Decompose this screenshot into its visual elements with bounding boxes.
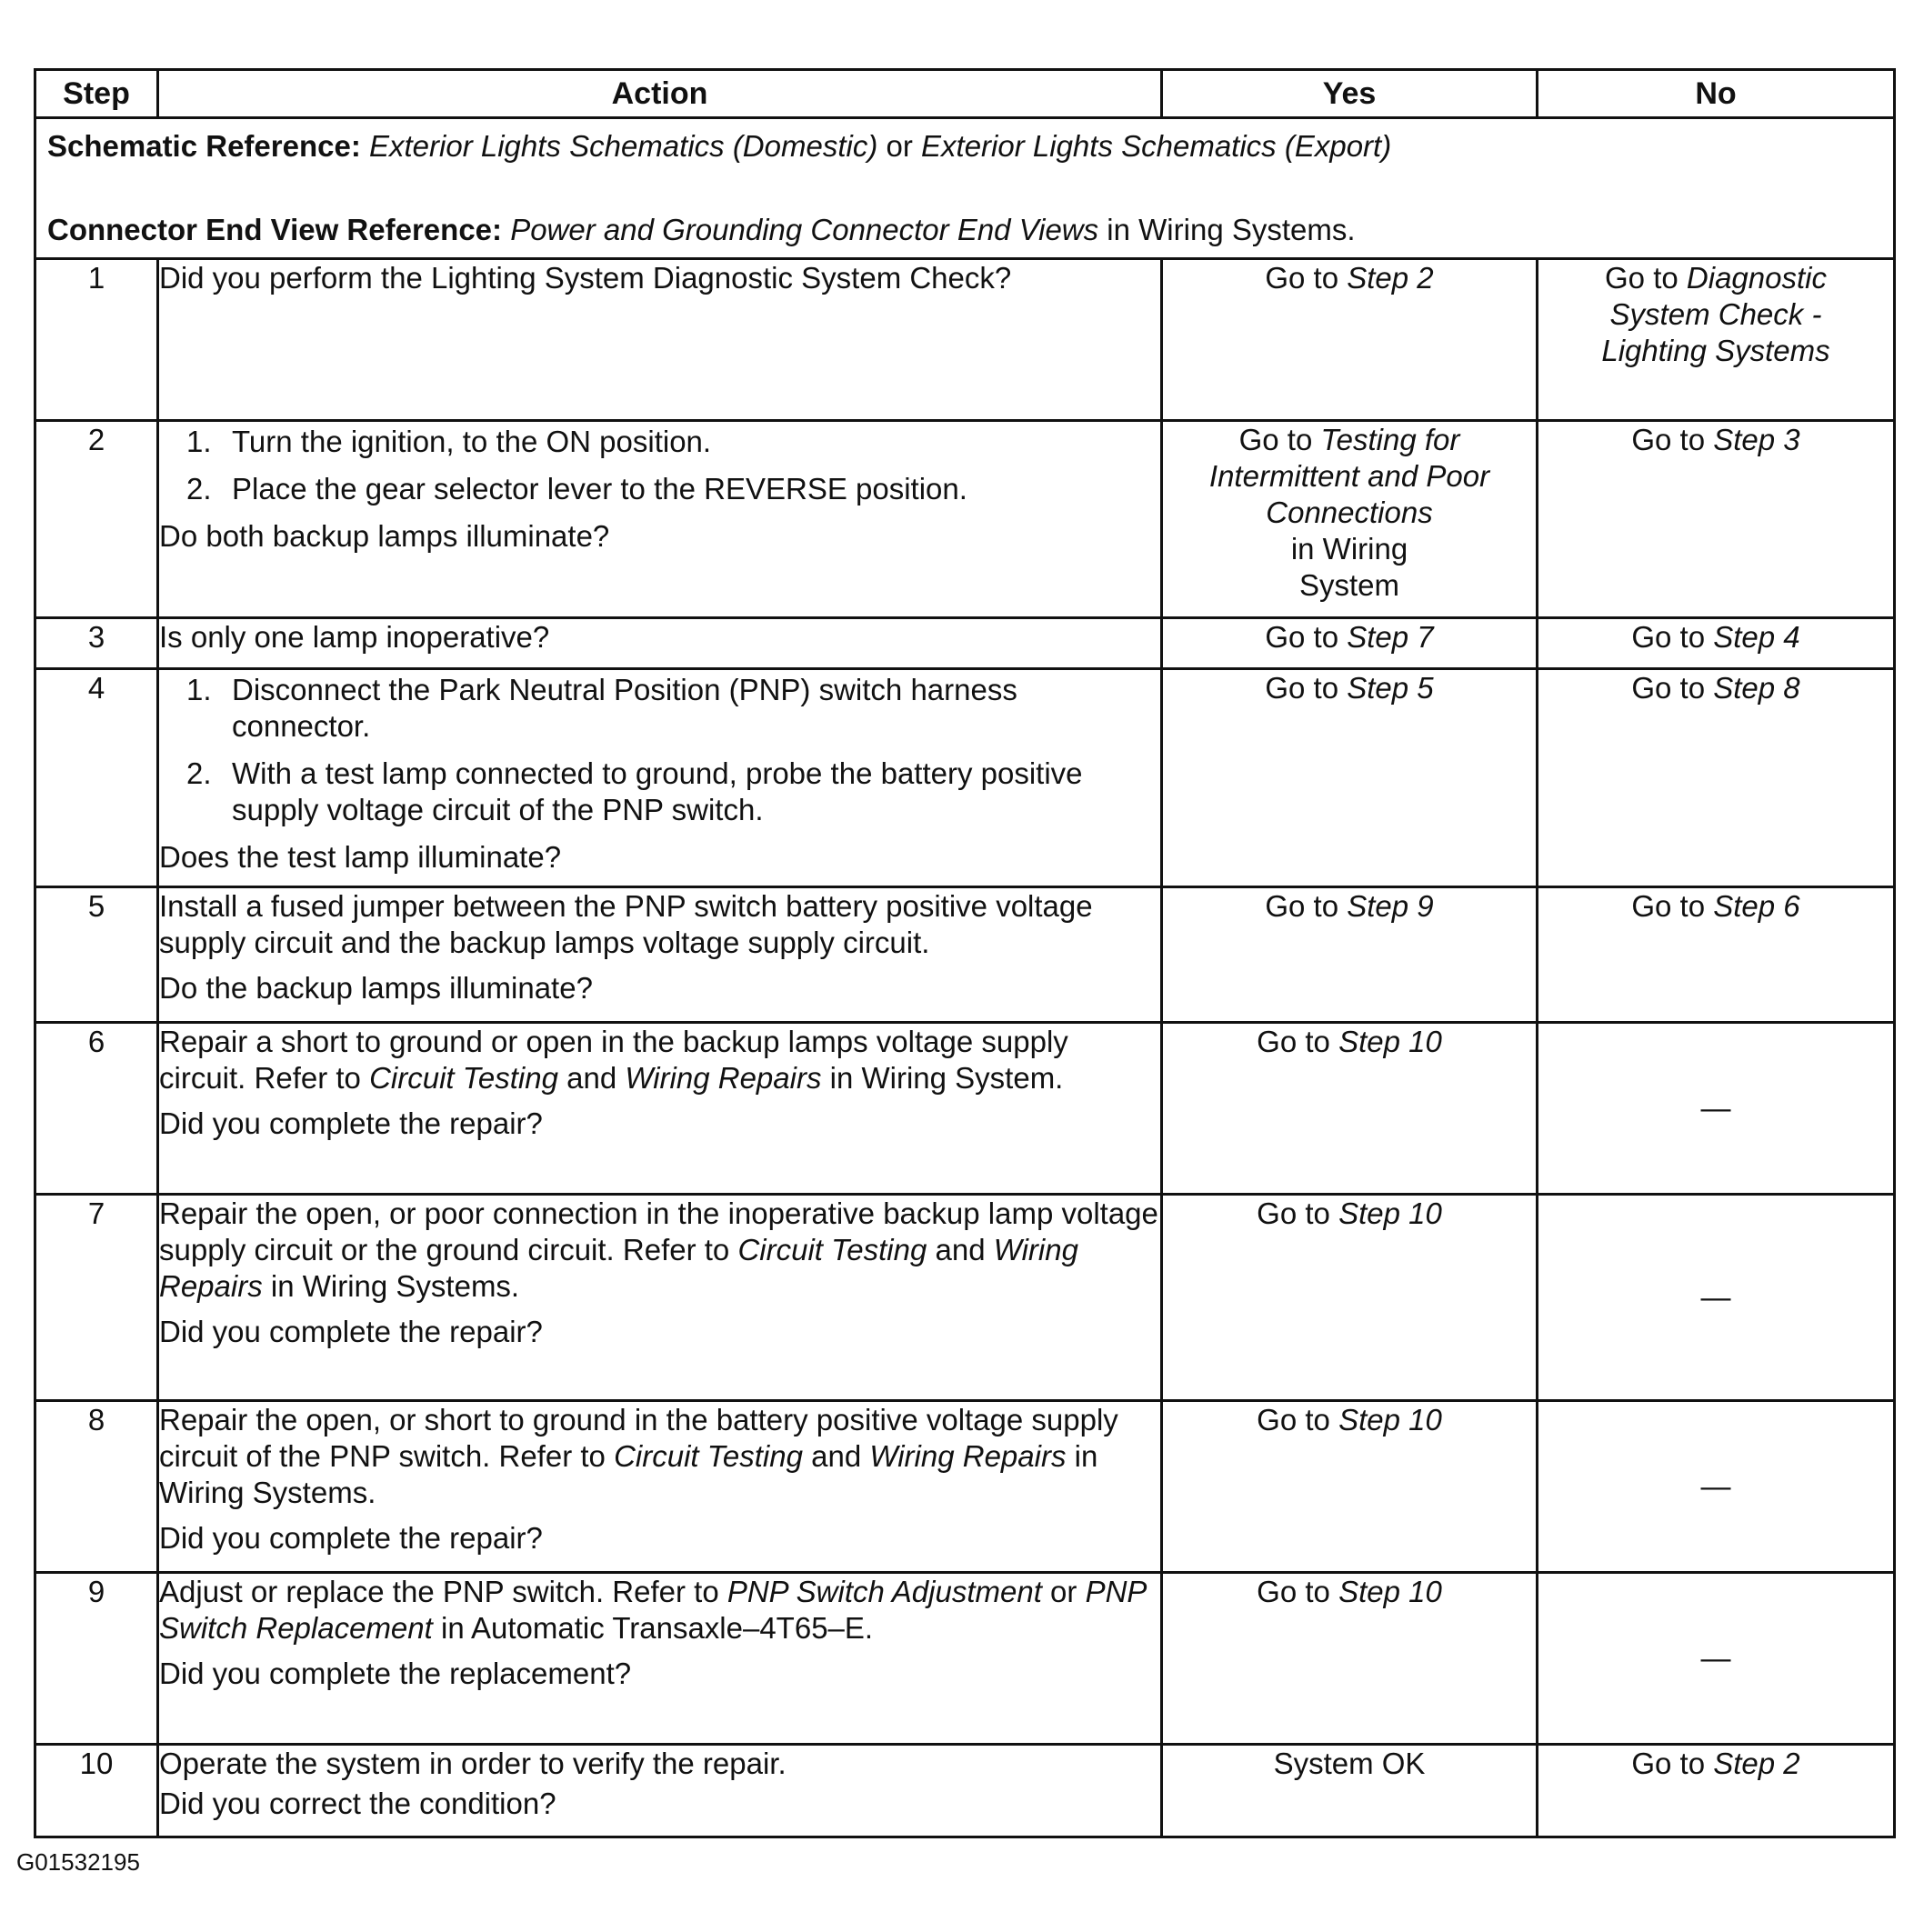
step-number: 6 [35,1023,158,1195]
action-cell [158,1401,1162,1573]
schematic-reference [47,128,1882,166]
action-question: Did you complete the repair? [159,1106,543,1140]
action-reference: Wiring Repairs [159,1233,1078,1303]
figure-id: G01532195 [16,1848,140,1876]
action-text-part: and [927,1233,994,1266]
action-reference: Wiring Repairs [869,1439,1067,1473]
diagnostic-table-container [34,68,1893,1838]
step-number: 8 [35,1401,158,1573]
yes-step-ref: Step 10 [1338,1575,1442,1608]
action-cell [158,1195,1162,1401]
action-cell [158,887,1162,1023]
action-list-item [159,672,1160,745]
yes-cell [1162,1023,1538,1195]
yes-ref-line2: Intermittent and Poor [1208,459,1490,493]
action-text [159,1574,1160,1647]
action-list-item [159,756,1160,828]
yes-step-ref: Step 9 [1347,889,1434,923]
action-cell [158,1573,1162,1745]
header-action: Action [158,70,1162,118]
action-question: Did you correct the condition? [159,1787,556,1820]
list-text: With a test lamp connected to ground, probe the battery positive supply voltage circuit of the PNP switch. [232,756,1083,826]
action-text-part: in Wiring System. [821,1061,1064,1095]
list-number: 1. [186,673,212,706]
reference-cell [35,118,1895,259]
schematic-reference-export: Exterior Lights Schematics (Export) [921,129,1392,163]
list-text: Disconnect the Park Neutral Position (PNP) switch harness connector. [232,673,1017,743]
action-text-part: in Wiring Systems. [159,1439,1098,1509]
table-row [35,421,1895,618]
yes-step-ref: Step 2 [1347,261,1434,295]
action-reference: PNP Switch Adjustment [727,1575,1042,1608]
step-number: 4 [35,669,158,887]
list-text: Turn the ignition, to the ON position. [232,425,712,458]
schematic-reference-label: Schematic Reference: [47,129,361,163]
go-to-text: Go to [1631,620,1714,654]
yes-ref-line4: in Wiring [1290,532,1408,566]
go-to-text: Go to [1257,1196,1339,1230]
yes-step-ref: Step 10 [1338,1025,1442,1058]
table-row [35,1573,1895,1745]
action-question: Did you complete the repair? [159,1521,543,1555]
yes-step-ref: Step 7 [1347,620,1434,654]
table-row [35,1023,1895,1195]
connector-reference [47,212,1882,250]
action-text-part: in Wiring Systems. [262,1269,520,1303]
go-to-text: Go to [1265,889,1348,923]
schematic-reference-domestic: Exterior Lights Schematics (Domestic) [369,129,878,163]
yes-cell: System OK [1162,1745,1538,1837]
action-question: Do the backup lamps illuminate? [159,971,593,1005]
no-cell: — [1538,1195,1895,1401]
go-to-text: Go to [1238,423,1321,456]
step-number: 1 [35,259,158,421]
action-reference: Circuit Testing [737,1233,927,1266]
yes-cell [1162,1401,1538,1573]
yes-cell [1162,618,1538,669]
action-cell [158,1745,1162,1837]
no-cell: — [1538,1023,1895,1195]
no-cell [1538,1745,1895,1837]
go-to-text: Go to [1257,1403,1339,1436]
action-text-part: Adjust or replace the PNP switch. Refer to [159,1575,727,1608]
diagnostic-table [34,68,1896,1838]
go-to-text: Go to [1631,889,1714,923]
list-number: 1. [186,425,212,458]
step-number: 3 [35,618,158,669]
action-text: Operate the system in order to verify the repair. [159,1747,787,1780]
list-text: Place the gear selector lever to the REVERSE position. [232,472,967,506]
yes-cell [1162,1195,1538,1401]
table-row [35,1745,1895,1837]
no-ref-line1: Diagnostic [1686,261,1827,295]
action-question: Is only one lamp inoperative? [159,620,550,654]
schematic-reference-or: or [877,129,922,163]
go-to-text: Go to [1265,620,1348,654]
table-row [35,669,1895,887]
header-row [35,70,1895,118]
no-cell [1538,887,1895,1023]
no-step-ref: Step 4 [1713,620,1800,654]
no-cell [1538,259,1895,421]
yes-cell [1162,669,1538,887]
action-text: Install a fused jumper between the PNP switch battery positive voltage supply circuit and the backup lamps voltage supply circuit. [159,889,1093,959]
action-reference: PNP Switch Replacement [159,1575,1147,1645]
connector-reference-title: Power and Grounding Connector End Views [510,213,1099,246]
step-number: 2 [35,421,158,618]
no-cell: — [1538,1573,1895,1745]
action-question: Did you perform the Lighting System Diagnostic System Check? [159,261,1012,295]
no-step-ref: Step 6 [1713,889,1800,923]
action-cell [158,1023,1162,1195]
action-reference: Wiring Repairs [625,1061,822,1095]
action-text-part: and [557,1061,626,1095]
action-text-part: in Automatic Transaxle–4T65–E. [432,1611,874,1645]
header-step: Step [35,70,158,118]
yes-cell [1162,887,1538,1023]
action-question: Does the test lamp illuminate? [159,840,562,874]
go-to-text: Go to [1265,261,1348,295]
no-ref-line3: Lighting Systems [1601,334,1830,367]
no-cell: — [1538,1401,1895,1573]
no-cell [1538,618,1895,669]
go-to-text: Go to [1257,1025,1339,1058]
header-yes: Yes [1162,70,1538,118]
action-question: Did you complete the repair? [159,1315,543,1348]
action-text-part: Repair the open, or short to ground in the battery positive voltage supply circuit of the PNP switch. Refer to [159,1403,1118,1473]
no-step-ref: Step 2 [1713,1747,1800,1780]
yes-step-ref: Step 10 [1338,1403,1442,1436]
table-row [35,1195,1895,1401]
action-text-part: or [1041,1575,1086,1608]
action-text [159,1402,1160,1511]
yes-cell [1162,421,1538,618]
action-list-item [159,424,1160,460]
yes-step-ref: Step 10 [1338,1196,1442,1230]
action-question: Do both backup lamps illuminate? [159,519,610,553]
action-reference: Circuit Testing [369,1061,558,1095]
action-cell [158,669,1162,887]
go-to-text: Go to [1265,671,1348,705]
action-text-part: Repair a short to ground or open in the backup lamps voltage supply circuit. Refer to [159,1025,1068,1095]
no-cell [1538,669,1895,887]
table-row [35,1401,1895,1573]
yes-ref-line5: System [1298,568,1400,602]
list-number: 2. [186,472,212,506]
reference-row [35,118,1895,259]
step-number: 7 [35,1195,158,1401]
list-number: 2. [186,756,212,790]
action-cell [158,421,1162,618]
no-cell [1538,421,1895,618]
go-to-text: Go to [1631,1747,1714,1780]
step-number: 9 [35,1573,158,1745]
table-row [35,618,1895,669]
go-to-text: Go to [1631,423,1714,456]
no-ref-line2: System Check - [1609,297,1822,331]
connector-reference-suffix: in Wiring Systems. [1098,213,1356,246]
action-text [159,1024,1160,1096]
no-step-ref: Step 8 [1713,671,1800,705]
action-reference: Circuit Testing [614,1439,803,1473]
action-list-item [159,471,1160,507]
yes-cell [1162,259,1538,421]
yes-ref-line3: Connections [1266,496,1433,529]
action-question: Did you complete the replacement? [159,1657,632,1690]
yes-cell [1162,1573,1538,1745]
action-text-part: and [802,1439,870,1473]
action-text [159,1196,1160,1305]
action-cell [158,259,1162,421]
yes-ref-line1: Testing for [1320,423,1460,456]
no-step-ref: Step 3 [1713,423,1800,456]
yes-step-ref: Step 5 [1347,671,1434,705]
action-text-part: Repair the open, or poor connection in the inoperative backup lamp voltage supply circuit or the ground circuit. Refer to [159,1196,1158,1266]
go-to-text: Go to [1257,1575,1339,1608]
table-row [35,887,1895,1023]
go-to-text: Go to [1605,261,1687,295]
action-cell [158,618,1162,669]
table-row [35,259,1895,421]
step-number: 5 [35,887,158,1023]
connector-reference-label: Connector End View Reference: [47,213,503,246]
go-to-text: Go to [1631,671,1714,705]
step-number: 10 [35,1745,158,1837]
header-no: No [1538,70,1895,118]
